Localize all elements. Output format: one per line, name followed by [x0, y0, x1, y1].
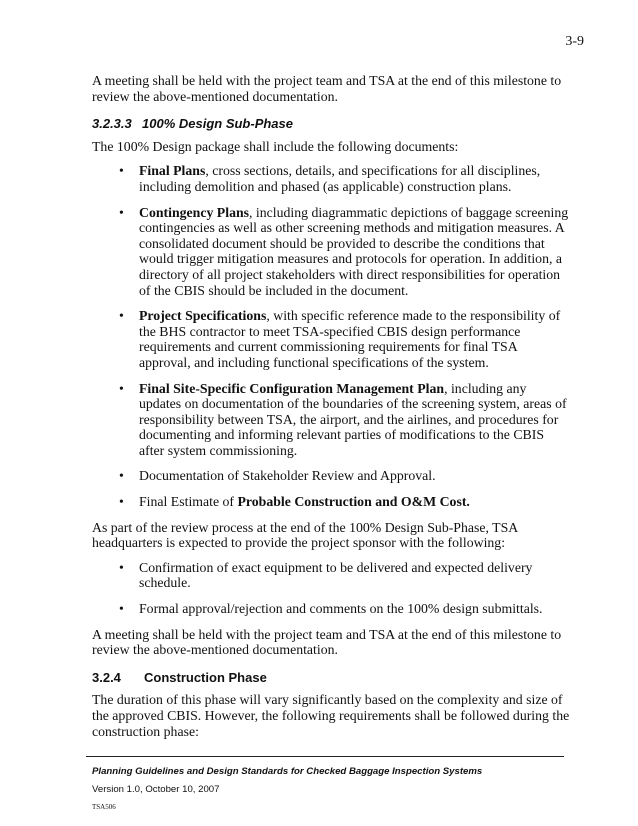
list-item — [92, 494, 572, 510]
list-item — [92, 468, 572, 484]
section-heading-3-2-3-3 — [92, 116, 572, 132]
bullet-icon: • — [119, 308, 124, 324]
paragraph-review: As part of the review process at the end of the 100% Design Sub-Phase, TSA headquarters is expected to provide the project sponsor with the following: — [92, 519, 518, 551]
section-title: 100% Design Sub-Phase — [142, 116, 293, 132]
bullet-icon: • — [119, 204, 124, 220]
list-item — [92, 381, 572, 459]
item-text: , including diagrammatic depictions of baggage screening contingencies as well as other screening methods and mitigation measures. A consolidated document should be provided to describe the conditions that would trigger mitigation measures and protocols for operation. In addition, a directory of all project stakeholders with direct responsibilities for operation of the CBIS should be included in the document. — [139, 204, 569, 298]
bullet-icon: • — [119, 494, 124, 510]
page-number: 3-9 — [565, 34, 584, 49]
footer-version: Version 1.0, October 10, 2007 — [92, 784, 220, 795]
item-text: , with specific reference made to the responsibility of the BHS contractor to meet TSA-specified CBIS design performance requirements and current commissioning requirements for final TSA approval, and including functional specifications of the system. — [139, 308, 561, 370]
paragraph-construction: The duration of this phase will vary significantly based on the complexity and size of the approved CBIS. However, the following requirements shall be followed during the construction phase: — [92, 692, 570, 739]
item-text: , including any updates on documentation of the boundaries of the screening system, areas of responsibility between TSA, the airport, and the airlines, and procedures for documenting and informing relevant parties of modifications to the CBIS after system commissioning. — [139, 380, 567, 458]
item-bold: Probable Construction and O&M Cost. — [237, 494, 470, 510]
item-text: Formal approval/rejection and comments on the 100% design submittals. — [139, 601, 543, 617]
list-item — [92, 560, 572, 591]
bullet-icon: • — [119, 601, 124, 617]
footer-title: Planning Guidelines and Design Standards for Checked Baggage Inspection Systems — [92, 766, 483, 777]
list-item — [92, 163, 572, 194]
item-text: , cross sections, details, and specifications for all disciplines, including demolition and phased (as applicable) construction plans. — [139, 163, 541, 194]
bullet-list-documents — [92, 163, 572, 509]
item-text: Documentation of Stakeholder Review and Approval. — [139, 468, 436, 484]
item-bold: Project Specifications — [139, 308, 267, 324]
section-number: 3.2.4 — [92, 669, 121, 685]
paragraph-meeting-2: A meeting shall be held with the project team and TSA at the end of this milestone to review the above-mentioned documentation. — [92, 626, 562, 658]
document-body — [92, 73, 572, 748]
bullet-icon: • — [119, 559, 124, 575]
bullet-icon: • — [119, 468, 124, 484]
bullet-icon: • — [119, 380, 124, 396]
paragraph-intro: The 100% Design package shall include the following documents: — [92, 138, 459, 154]
item-text: Confirmation of exact equipment to be delivered and expected delivery schedule. — [139, 559, 533, 591]
footer-divider — [86, 756, 564, 757]
item-text: Final Estimate of — [139, 494, 238, 510]
section-heading-3-2-4 — [92, 670, 572, 686]
paragraph-meeting-1: A meeting shall be held with the project team and TSA at the end of this milestone to review the above-mentioned documentation. — [92, 73, 562, 104]
footer-code: TSA506 — [92, 803, 116, 811]
item-bold: Final Plans — [139, 163, 206, 179]
section-title: Construction Phase — [144, 669, 267, 685]
list-item — [92, 205, 572, 299]
bullet-list-review — [92, 560, 572, 617]
section-number: 3.2.3.3 — [92, 116, 132, 132]
item-bold: Contingency Plans — [139, 204, 250, 220]
list-item — [92, 308, 572, 370]
list-item — [92, 601, 572, 617]
bullet-icon: • — [119, 163, 124, 179]
item-bold: Final Site-Specific Configuration Management Plan — [139, 380, 445, 396]
